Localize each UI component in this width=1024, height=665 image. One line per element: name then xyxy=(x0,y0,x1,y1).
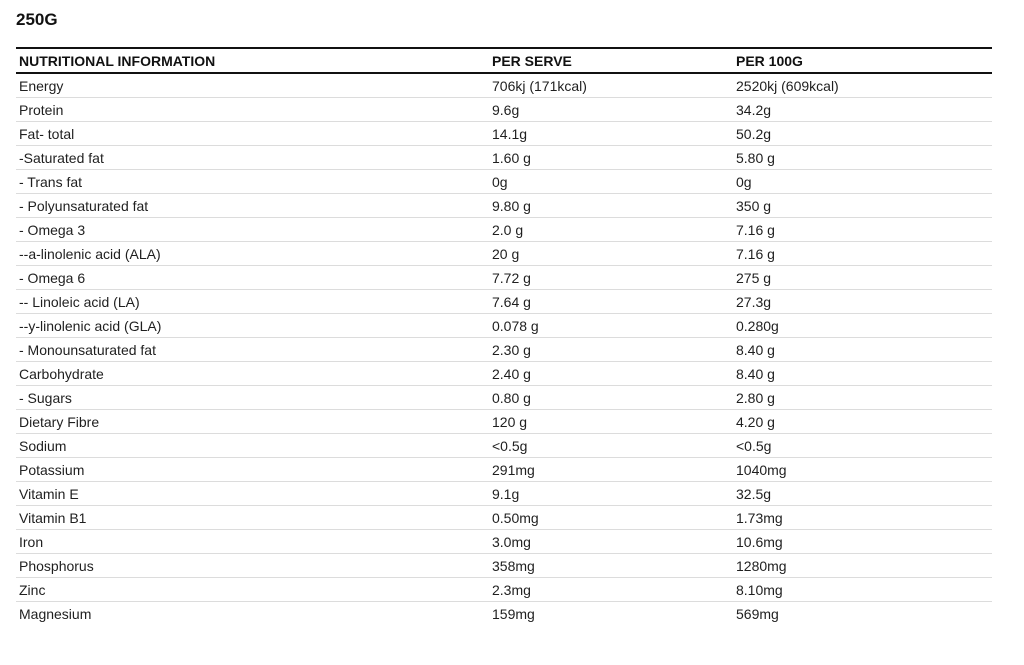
table-row xyxy=(16,578,992,602)
table-row xyxy=(16,410,992,434)
per-serve-cell: 9.6g xyxy=(492,101,520,118)
nutrition-table xyxy=(16,47,992,625)
nutrient-name-cell: - Sugars xyxy=(19,389,72,406)
per-serve-cell: 706kj (171kcal) xyxy=(492,77,587,94)
per-serve-cell: 20 g xyxy=(492,245,520,262)
per-100g-cell: 0.280g xyxy=(736,317,779,334)
table-row xyxy=(16,506,992,530)
nutrient-name-cell: - Omega 3 xyxy=(19,221,86,238)
table-row xyxy=(16,458,992,482)
per-100g-cell: <0.5g xyxy=(736,437,772,454)
table-row xyxy=(16,554,992,578)
nutrient-name-cell: --a-linolenic acid (ALA) xyxy=(19,245,161,262)
per-100g-cell: 2520kj (609kcal) xyxy=(736,77,839,94)
nutrient-name-cell: Protein xyxy=(19,101,64,118)
header-per-serve: PER SERVE xyxy=(492,53,572,69)
per-serve-cell: 14.1g xyxy=(492,125,528,142)
nutrient-name-cell: -Saturated fat xyxy=(19,149,104,166)
per-serve-cell: 0g xyxy=(492,173,508,190)
per-100g-cell: 34.2g xyxy=(736,101,772,118)
per-100g-cell: 275 g xyxy=(736,269,772,286)
table-row xyxy=(16,386,992,410)
per-serve-cell: 7.72 g xyxy=(492,269,531,286)
nutrient-name-cell: Potassium xyxy=(19,461,85,478)
serving-size-heading: 250G xyxy=(16,10,58,29)
per-100g-cell: 50.2g xyxy=(736,125,772,142)
per-serve-cell: 0.078 g xyxy=(492,317,539,334)
table-row xyxy=(16,146,992,170)
per-100g-cell: 350 g xyxy=(736,197,772,214)
per-serve-cell: 120 g xyxy=(492,413,528,430)
per-100g-cell: 569mg xyxy=(736,605,779,622)
header-row xyxy=(16,48,992,73)
per-100g-cell: 32.5g xyxy=(736,485,772,502)
header-nutritional-information: NUTRITIONAL INFORMATION xyxy=(19,53,216,69)
nutrient-name-cell: Dietary Fibre xyxy=(19,413,100,430)
per-serve-cell: 0.50mg xyxy=(492,509,539,526)
per-serve-cell: 9.1g xyxy=(492,485,520,502)
table-row xyxy=(16,434,992,458)
per-serve-cell: 0.80 g xyxy=(492,389,531,406)
per-serve-cell: 291mg xyxy=(492,461,535,478)
table-row xyxy=(16,338,992,362)
per-serve-cell: 2.30 g xyxy=(492,341,531,358)
table-row xyxy=(16,122,992,146)
per-serve-cell: 2.0 g xyxy=(492,221,524,238)
per-serve-cell: 358mg xyxy=(492,557,535,574)
per-100g-cell: 2.80 g xyxy=(736,389,775,406)
nutrition-table-header xyxy=(16,48,992,73)
per-100g-cell: 8.40 g xyxy=(736,341,775,358)
per-100g-cell: 1.73mg xyxy=(736,509,783,526)
nutrient-name-cell: -- Linoleic acid (LA) xyxy=(19,293,140,310)
nutrient-name-cell: Energy xyxy=(19,77,64,94)
per-100g-cell: 8.40 g xyxy=(736,365,775,382)
header-per-100g: PER 100G xyxy=(736,53,803,69)
per-100g-cell: 5.80 g xyxy=(736,149,775,166)
per-serve-cell: 9.80 g xyxy=(492,197,531,214)
table-row xyxy=(16,98,992,122)
per-serve-cell: 159mg xyxy=(492,605,535,622)
nutrient-name-cell: - Polyunsaturated fat xyxy=(19,197,149,214)
table-row xyxy=(16,242,992,266)
per-serve-cell: 2.3mg xyxy=(492,581,531,598)
per-serve-cell: 7.64 g xyxy=(492,293,531,310)
nutrient-name-cell: Magnesium xyxy=(19,605,92,622)
nutrient-name-cell: Zinc xyxy=(19,581,46,598)
per-100g-cell: 7.16 g xyxy=(736,221,775,238)
per-100g-cell: 1280mg xyxy=(736,557,787,574)
table-row xyxy=(16,290,992,314)
per-serve-cell: 1.60 g xyxy=(492,149,531,166)
nutrient-name-cell: --y-linolenic acid (GLA) xyxy=(19,317,162,334)
nutrition-table-body xyxy=(16,73,992,625)
table-row xyxy=(16,602,992,626)
table-row xyxy=(16,362,992,386)
per-100g-cell: 10.6mg xyxy=(736,533,783,550)
per-serve-cell: 2.40 g xyxy=(492,365,531,382)
nutrient-name-cell: Sodium xyxy=(19,437,67,454)
nutrient-name-cell: Vitamin B1 xyxy=(19,509,87,526)
nutrient-name-cell: Fat- total xyxy=(19,125,75,142)
table-row xyxy=(16,314,992,338)
per-100g-cell: 7.16 g xyxy=(736,245,775,262)
nutrient-name-cell: - Trans fat xyxy=(19,173,83,190)
table-row xyxy=(16,170,992,194)
table-row xyxy=(16,218,992,242)
table-row xyxy=(16,194,992,218)
per-100g-cell: 8.10mg xyxy=(736,581,783,598)
nutrient-name-cell: Vitamin E xyxy=(19,485,79,502)
nutrient-name-cell: Phosphorus xyxy=(19,557,94,574)
nutrient-name-cell: - Monounsaturated fat xyxy=(19,341,156,358)
nutrient-name-cell: Iron xyxy=(19,533,44,550)
table-row xyxy=(16,73,992,98)
nutrient-name-cell: Carbohydrate xyxy=(19,365,104,382)
per-100g-cell: 1040mg xyxy=(736,461,787,478)
per-100g-cell: 0g xyxy=(736,173,752,190)
table-row xyxy=(16,530,992,554)
nutrient-name-cell: - Omega 6 xyxy=(19,269,86,286)
per-serve-cell: 3.0mg xyxy=(492,533,531,550)
per-serve-cell: <0.5g xyxy=(492,437,528,454)
table-row xyxy=(16,482,992,506)
per-100g-cell: 4.20 g xyxy=(736,413,775,430)
table-row xyxy=(16,266,992,290)
per-100g-cell: 27.3g xyxy=(736,293,772,310)
